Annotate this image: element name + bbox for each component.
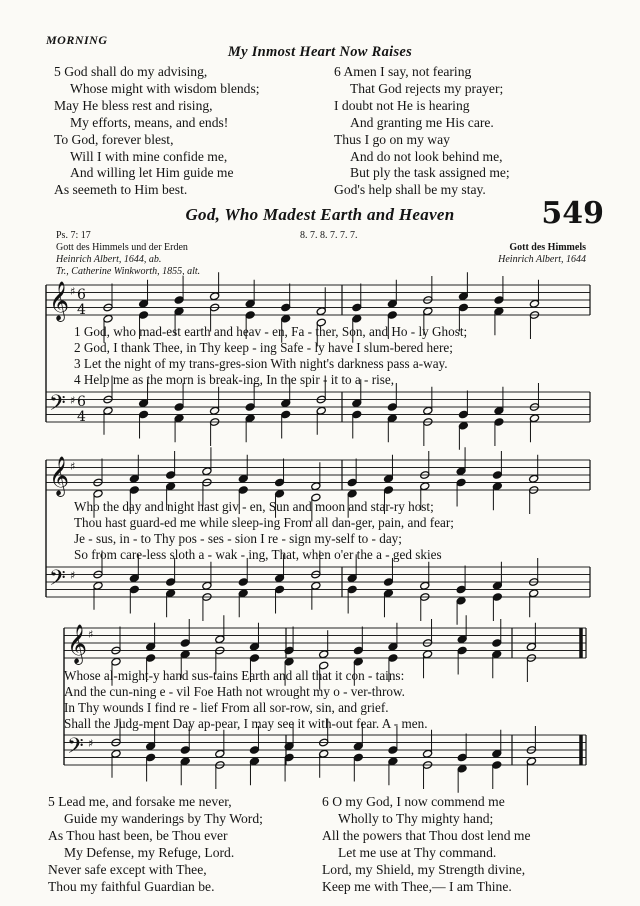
bass-clef-icon: 𝄢 [67,734,84,764]
original-title: Gott des Himmels und der Erden [56,242,188,253]
hymn-number: 549 [541,196,604,231]
translator: Tr., Catherine Winkworth, 1855, alt. [56,266,201,277]
stanza-line: I doubt not He is hearing [334,97,470,113]
lyric-line: Je - sus, in - to Thy pos - ses - sion I re - sign my-self to - day; [74,531,402,546]
bass-clef-icon: 𝄢 [49,566,66,596]
stanza-line: 6 Amen I say, not fearing [334,64,472,79]
key-signature-icon: ♯ [70,569,76,582]
lyric-line: Thou hast guard-ed me while sleep-ing From all dan-ger, pain, and fear; [74,515,454,530]
key-signature-icon: ♯ [70,394,76,407]
stanza-line: As seemeth to Him best. [54,182,188,198]
time-signature-icon: 4 [77,302,86,318]
treble-clef-icon: 𝄞 [49,281,70,321]
stanza-6 [322,794,531,895]
stanza-line: Let me use at Thy command. [338,844,497,860]
stanza-line: Thou my faithful Guardian be. [48,878,215,894]
stanza-line: May He bless rest and rising, [54,97,213,113]
stanza-line: Lord, my Shield, my Strength divine, [322,861,526,877]
stanza-line: Will I with mine confide me, [70,148,228,164]
key-signature-icon: ♯ [70,460,76,473]
meter: 8. 7. 8. 7. 7. 7. [300,230,358,241]
scripture-ref: Ps. 7: 17 [56,230,91,241]
stanza-line: 5 God shall do my advising, [54,64,208,79]
stanza-line: As Thou hast been, be Thou ever [48,827,228,843]
lyric-line: And the cun-ning e - vil Foe Hath not wrought my o - ver-throw. [64,684,405,699]
key-signature-icon: ♯ [88,628,94,641]
lyric-line: 3 Let the night of my trans-gres-sion With night's darkness pass a-way. [74,356,448,371]
bass-clef-icon: 𝄢 [49,391,66,421]
key-signature-icon: ♯ [88,737,94,750]
stanza-line: And granting me His care. [350,114,494,130]
stanza-line: That God rejects my prayer; [350,80,504,96]
stanza-line: My Defense, my Refuge, Lord. [64,844,235,860]
stanza-line: My efforts, means, and ends! [70,114,229,130]
stanza-line: Wholly to Thy mighty hand; [338,810,494,826]
stanza-line: And willing let Him guide me [70,165,234,181]
lyric-line: Whose al-might-y hand sus-tains Earth and all that it con - tains: [64,668,405,683]
stanza-line: Keep me with Thee,— I am Thine. [322,878,512,894]
stanza-line: All the powers that Thou dost lend me [322,827,531,843]
lyric-line: Who the day and night hast giv - en, Sun and moon and star-ry host; [74,499,434,514]
stanza-line: God's help shall be my stay. [334,182,486,198]
time-signature-icon: 4 [77,409,86,425]
key-signature-icon: ♯ [70,285,76,298]
stanza-line: 6 O my God, I now commend me [322,794,505,809]
stanza-line: But ply the task assigned me; [350,165,510,181]
stanza-line: Never safe except with Thee, [48,861,207,877]
time-signature-icon: 6 [77,287,86,303]
stanza-line: Guide my wanderings by Thy Word; [64,810,263,826]
treble-clef-icon: 𝄞 [49,456,70,496]
treble-clef-icon: 𝄞 [67,624,88,664]
stanza-line: 5 Lead me, and forsake me never, [48,794,232,809]
composer: Heinrich Albert, 1644 [498,254,586,265]
previous-hymn-title: My Inmost Heart Now Raises [227,44,413,60]
stanza-line: To God, forever blest, [54,131,174,147]
lyric-line: So from care-less sloth a - wak - ing, That, when o'er the a - ged skies [74,547,442,562]
hymn-title: God, Who Madest Earth and Heaven [185,205,455,224]
time-signature-icon: 6 [77,394,86,410]
author: Heinrich Albert, 1644, ab. [56,254,162,265]
lyric-line: 4 Help me as the morn is break-ing, In the spir - it to a - rise, [74,372,395,387]
tune-name: Gott des Himmels [509,242,586,253]
stanza-line: Thus I go on my way [334,131,450,147]
lyric-line: In Thy wounds I find re - lief From all sor-row, sin, and grief. [64,700,389,715]
lyric-line: 2 God, I thank Thee, in Thy keep - ing Safe - ly have I slum-bered here; [74,340,453,355]
stanza-line: Whose might with wisdom blends; [70,80,260,96]
lyric-line: 1 God, who mad-est earth and heav - en, Fa - ther, Son, and Ho - ly Ghost; [74,324,468,339]
lyric-line: Shall the Judg-ment Day ap-pear, I may see it with-out fear. A - men. [64,716,428,731]
stanza-5 [48,794,263,895]
section-header: MORNING [46,33,108,47]
stanza-line: And do not look behind me, [350,148,503,164]
